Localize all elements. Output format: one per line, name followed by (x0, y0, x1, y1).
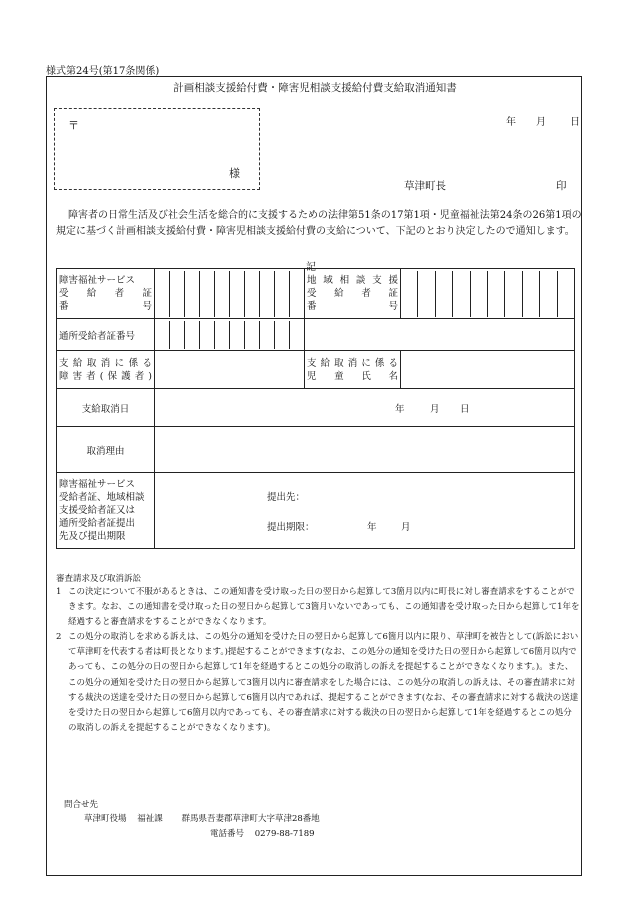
day-service-cert-blank (305, 319, 575, 351)
label-line: 支給取消に係る (59, 357, 152, 369)
contact-office-name: 草津町役場 (84, 814, 127, 824)
contact-phone-number: 0279-88-7189 (254, 829, 315, 839)
label-line: 障害者(保護者) (59, 370, 152, 382)
label-line: 受給者証、地域相談 (59, 492, 145, 503)
issuer-name: 草津町長 (404, 180, 446, 192)
label-target-guardian (57, 351, 155, 389)
target-child-name-field[interactable] (401, 351, 575, 389)
submission-field[interactable] (155, 473, 575, 549)
honorific-sama: 様 (229, 167, 240, 180)
details-table (56, 268, 575, 549)
submission-destination-label: 提出先： (267, 492, 306, 503)
label-line: 障害福祉サービス (59, 275, 136, 286)
notice-body: 障害者の日常生活及び社会生活を総合的に支援するための法律第51条の17第1項・児童福祉法第24条の26第1項の規定に基づく計画相談支援給付費・障害児相談支援給付費の支給について、下記のとおり決定したので通知します。 (56, 210, 582, 237)
label-line: 児童氏名 (307, 370, 398, 382)
label-community-cert (305, 269, 401, 319)
label-line: 先及び提出期限 (59, 531, 126, 542)
label-line: 支給取消に係る (307, 357, 398, 369)
label-line: 地域相談支援 (307, 275, 398, 286)
ki-mark: 記 (306, 262, 316, 273)
note-text: この処分の取消しを求める訴えは、この処分の通知を受けた日の翌日から起算して6箇月以内に限り、草津町を被告として(訴訟において草津町を代表する者は町長となります。)提起することができます(なお、この処分の通知を受けた日の翌日から起算して6箇月以内であっても、この処分の日の翌日から起算して1年を経過するとこの処分の取消しの訴えを提起することができなくなります。)。また、この処分の通知を受けた日の翌日から起算して3箇月以内に審査請求をした場合には、この処分の取消しの訴えは、その審査請求に対する裁決の送達を受けた日の翌日から起算して6箇月以内であれば、提起することができます(なお、その審査請求に対する裁決の送達を受けた日の翌日から起算して6箇月以内であっても、その審査請求に対する裁決の日の翌日から起算して1年を経過するとこの処分の取消しの訴えを提起することができなくなります)。 (68, 632, 579, 734)
note-item (56, 630, 580, 736)
postal-mark: 〒 (68, 119, 79, 132)
row-day-service-cert (57, 319, 575, 351)
contact-heading: 問合せ先 (64, 800, 99, 810)
cancel-reason-field[interactable] (155, 427, 575, 473)
label-line: 受給者証 (59, 288, 152, 299)
issue-date-day: 日 (570, 117, 580, 128)
label-line: 番号 (307, 301, 398, 312)
seal-mark: 印 (556, 180, 567, 192)
row-target-persons (57, 351, 575, 389)
contact-phone-label: 電話番号 (210, 829, 245, 839)
document-title: 計画相談支援給付費・障害児相談支援給付費支給取消通知書 (173, 82, 457, 94)
row-cancel-date (57, 389, 575, 427)
row-cancel-reason (57, 427, 575, 473)
cancel-date-year: 年 (395, 404, 405, 415)
label-day-service-cert: 通所受給者証番号 (57, 319, 155, 351)
contact-address: 群馬県吾妻郡草津町大字草津28番地 (181, 814, 320, 824)
form-code: 様式第24号(第17条関係) (46, 66, 160, 77)
label-line: 番号 (59, 301, 152, 312)
label-cancel-date: 支給取消日 (57, 389, 155, 427)
issue-date-month: 月 (536, 117, 546, 128)
day-service-cert-number-cells[interactable] (155, 319, 305, 351)
label-cancel-reason: 取消理由 (57, 427, 155, 473)
issue-date-year: 年 (506, 117, 516, 128)
submission-deadline-year: 年 (367, 522, 377, 533)
label-line: 受給者証 (307, 288, 398, 299)
cancel-date-month: 月 (430, 404, 440, 415)
target-guardian-name-field[interactable] (155, 351, 305, 389)
row-submission (57, 473, 575, 549)
cancel-date-day: 日 (460, 404, 470, 415)
row-certificate-numbers (57, 269, 575, 319)
label-target-child (305, 351, 401, 389)
note-text: この決定について不服があるときは、この通知書を受け取った日の翌日から起算して3箇月以内に町長に対し審査請求をすることができます。なお、この通知書を受け取った日の翌日から起算して3箇月いないであっても、この通知書を受け取った日から起算して1年を経過すると審査請求をすることができなくなります。 (68, 587, 580, 628)
label-line: 通所受給者証提出 (59, 518, 136, 529)
submission-deadline-label: 提出期限： (267, 522, 315, 533)
submission-deadline-month: 月 (401, 522, 411, 533)
note-number: 1 (56, 587, 62, 597)
label-line: 支援受給者証又は (59, 505, 136, 516)
contact-phone (210, 827, 315, 839)
notes-heading: 審査請求及び取消訴訟 (56, 574, 142, 584)
cancel-date-field[interactable] (155, 389, 575, 427)
service-cert-number-cells[interactable] (155, 269, 305, 319)
contact-office (84, 812, 320, 824)
community-cert-number-cells[interactable] (401, 269, 575, 319)
contact-section: 福祉課 (137, 814, 163, 824)
note-item (56, 585, 580, 631)
note-number: 2 (56, 632, 62, 642)
label-service-cert (57, 269, 155, 319)
label-line: 障害福祉サービス (59, 479, 136, 490)
label-submission (57, 473, 155, 549)
